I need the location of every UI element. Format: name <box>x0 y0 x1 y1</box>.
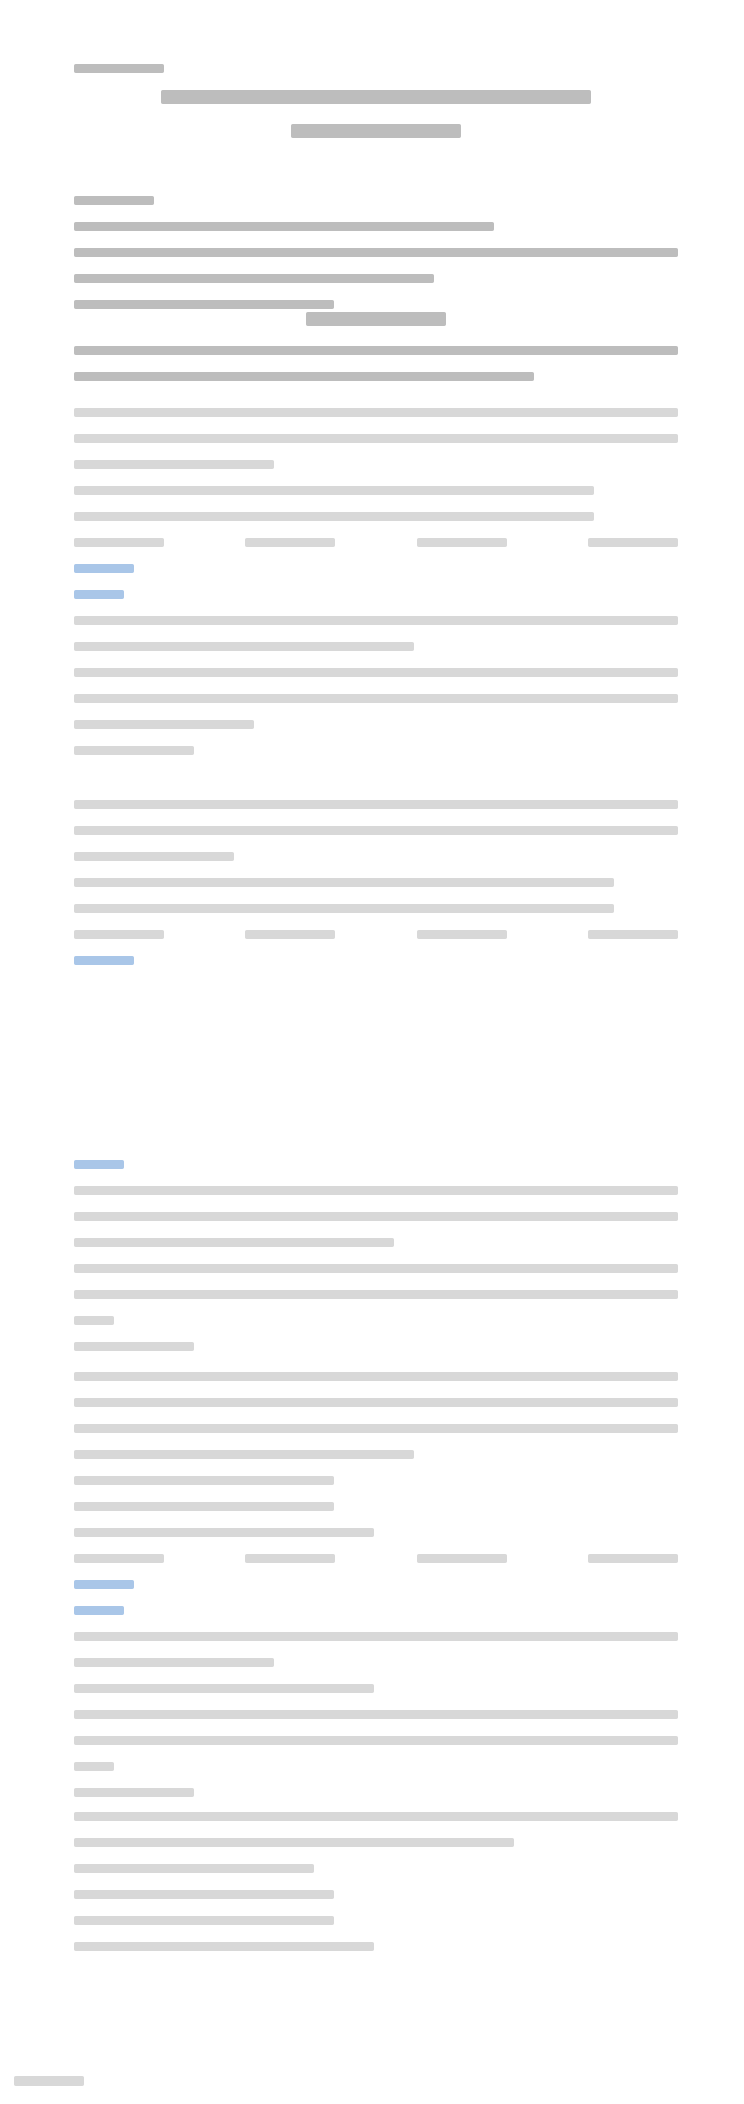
section-heading <box>74 312 678 398</box>
header-section <box>74 64 678 158</box>
instructions-section <box>74 196 678 326</box>
question-block <box>74 1160 678 1368</box>
question-block <box>74 1372 678 1814</box>
question-block <box>74 408 678 772</box>
question-block <box>74 800 678 982</box>
watermark <box>14 2076 84 2086</box>
question-block <box>74 1812 678 1968</box>
